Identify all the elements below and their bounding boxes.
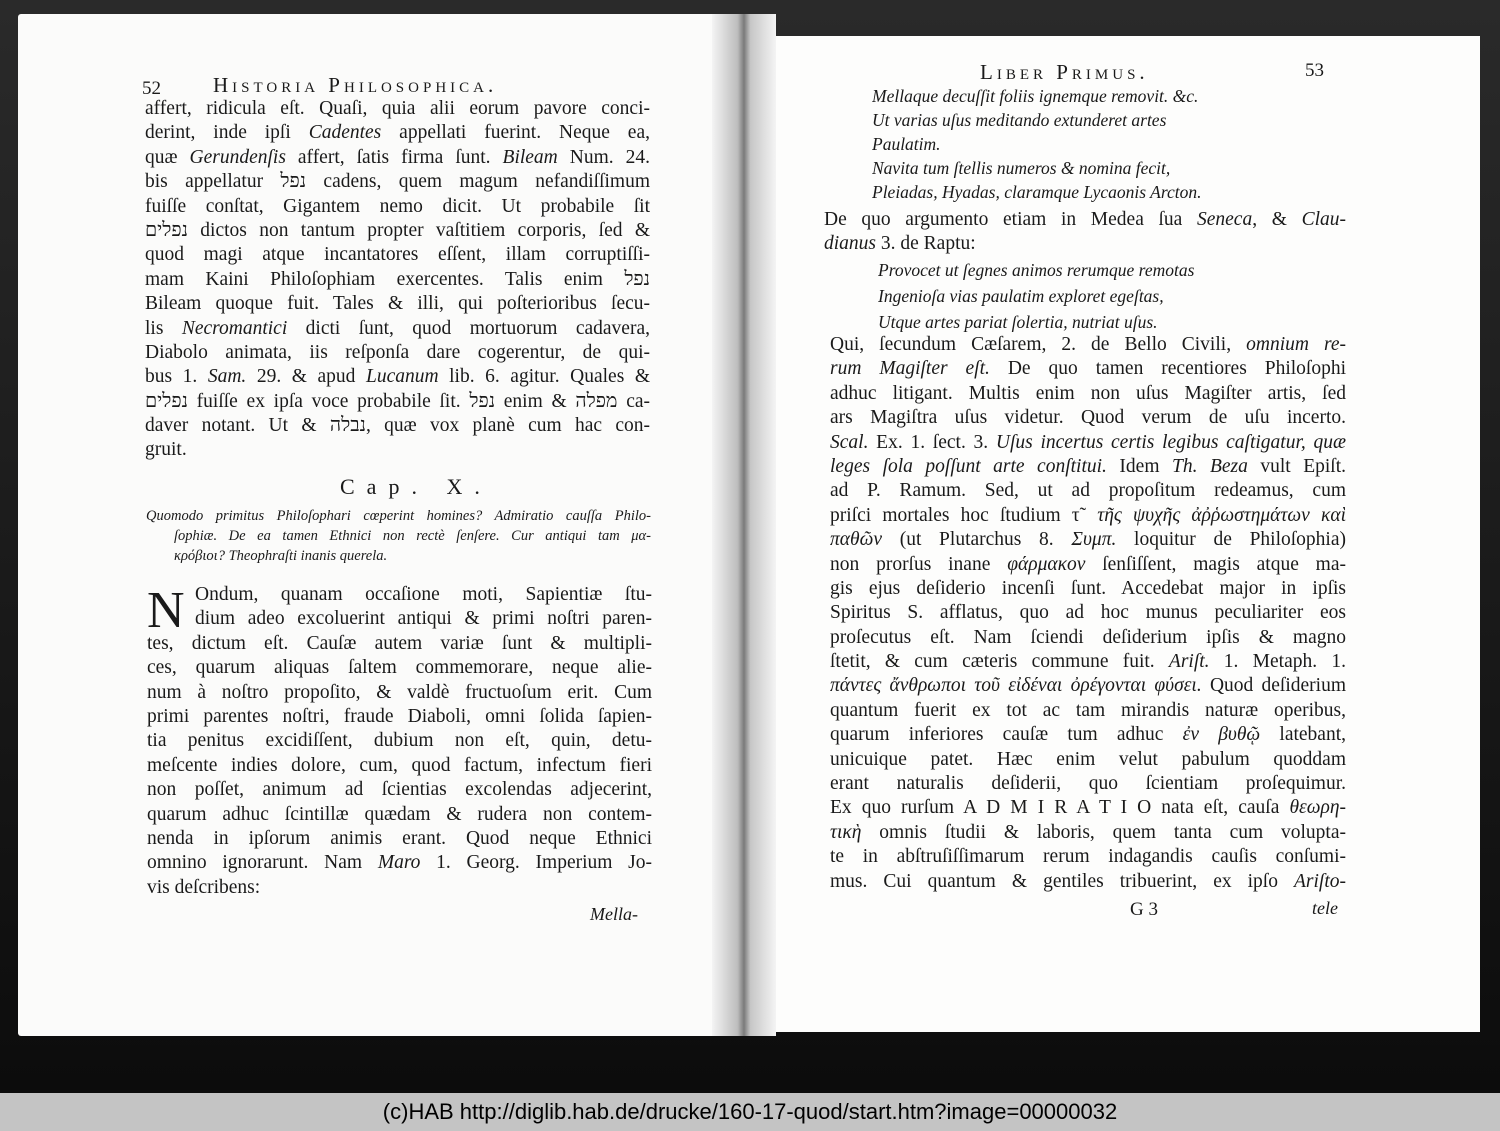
right-page-number: 53 (1305, 60, 1324, 81)
chapter-heading: Cap. X. (340, 474, 492, 499)
text-line: Utque artes pariat ſolertia, nutriat uſus. (878, 312, 1158, 332)
text-line: tia penitus excidiſſent, dubium non eſt, quin, detu- (147, 730, 652, 752)
text-line: De quo argumento etiam in Medea ſua Seneca, & Clau- (824, 209, 1346, 230)
text-line: non prorſus inane φάρμακον ſenſiſſent, magis atque ma- (830, 553, 1346, 575)
left-catchword: Mella- (590, 904, 638, 924)
text-line: Ex quo rurſum A D M I R A T I O nata eſt, cauſa θεωρη- (830, 797, 1346, 819)
text-line: proſecutus eſt. Nam ſciendi deſiderium ipſis & magno (830, 626, 1346, 648)
text-line: gruit. (145, 439, 187, 461)
text-line: ſophiæ. De ea tamen Ethnici non rectè ſenſere. Cur antiqui tam μα- (174, 528, 651, 544)
text-line: ſtetit, & cum cæteris commune fuit. Ariſt. 1. Metaph. 1. (830, 651, 1346, 673)
text-line: nenda in ipſorum animis erant. Quod neque Ethnici (147, 827, 652, 849)
right-catchword: tele (1312, 898, 1338, 918)
text-line: gis ejus deſiderio incenſi ſunt. Accedebat major in ipſis (830, 577, 1346, 599)
text-line: quæ Gerundenſis affert, ſatis firma ſunt. Bileam Num. 24. (145, 146, 650, 168)
text-line: Provocet ut ſegnes animos rerumque remotas (878, 260, 1195, 280)
text-line: rum Magiſter eſt. De quo tamen recentiores Philoſophi (830, 358, 1346, 380)
copyright-footer: (c)HAB http://diglib.hab.de/drucke/160-17-quod/start.htm?image=00000032 (0, 1093, 1500, 1131)
text-line: πάντες ἄνθρωποι τοῦ εἰδέναι ὀρέγονται φύσει. Quod deſiderium (830, 675, 1346, 697)
drop-cap: N (147, 582, 185, 639)
text-line: quarum inferiores cauſæ tum adhuc ἐν βυθῷ latebant, (830, 724, 1346, 746)
right-running-head: Liber Primus. (980, 60, 1149, 84)
text-line: Qui, ſecundum Cæſarem, 2. de Bello Civili, omnium re- (830, 334, 1346, 355)
right-text-body (830, 333, 1346, 894)
text-line: Scal. Ex. 1. ſect. 3. Uſus incertus certis legibus caſtigatur, quæ (830, 431, 1346, 453)
text-line: κρόβιοι? Theophraſti inanis querela. (174, 548, 388, 564)
text-line: meſcente indies dolore, cum, quod factum, infectum fieri (147, 754, 652, 776)
text-line: dianus 3. de Raptu: (824, 233, 976, 255)
text-line: Diabolo animata, iis reſponſa dare cogerentur, de qui- (145, 341, 650, 363)
text-line: mus. Cui quantum & gentiles tribuerint, ex ipſo Ariſto- (830, 870, 1346, 892)
right-text-mid (824, 208, 1346, 257)
text-line: adhuc litigant. Multis enim non uſus Magiſter artis, ſed (830, 382, 1346, 404)
text-line: Ut varias uſus meditando extunderet artes (872, 110, 1167, 130)
text-line: ad P. Ramum. Sed, ut ad propoſitum redeamus, cum (830, 480, 1346, 502)
left-text-body (147, 583, 652, 900)
text-line: daver notant. Ut & נבלה, quæ vox planè cum hac con- (145, 415, 650, 437)
text-line: ars Magiſtra uſus videtur. Quod verum de uſu incerto. (830, 407, 1346, 429)
text-line: Paulatim. (872, 134, 941, 154)
signature-mark: G 3 (1130, 899, 1158, 920)
left-text-top (145, 97, 650, 463)
text-line: Bileam quoque fuit. Tales & illi, qui poſterioribus ſecu- (145, 293, 650, 315)
text-line: bis appellatur נפל cadens, quem magum nefandiſſimum (145, 171, 650, 193)
text-line: ces, quarum aliquas ſaltem commemorare, neque alie- (147, 657, 652, 679)
text-line: leges ſola poſſunt arte conſtitui. Idem Th. Beza vult Epiſt. (830, 455, 1346, 477)
text-line: mam Kaini Philoſophiam exercentes. Talis enim נפל (145, 268, 650, 290)
text-line: omnino ignorarunt. Nam Maro 1. Georg. Imperium Jo- (147, 852, 652, 874)
chapter-summary (146, 506, 651, 566)
text-line: Ingenioſa vias paulatim exploret egeſtas, (878, 286, 1164, 306)
text-line: tes, dictum eſt. Cauſæ autem variæ ſunt & multipli- (147, 632, 652, 654)
left-page-number: 52 (142, 78, 161, 99)
text-line: τικὴ omnis ſtudii & laboris, quem tanta cum volupta- (830, 821, 1346, 843)
text-line: unicuique patet. Hæc enim velut pabulum quoddam (830, 748, 1346, 770)
text-line: quantum fuerit ex tot ac tam mirandis naturæ operibus, (830, 699, 1346, 721)
text-line: Pleiadas, Hyadas, claramque Lycaonis Arcton. (872, 182, 1202, 202)
left-running-head: Historia Philosophica. (213, 73, 498, 97)
verse-quote-1 (872, 84, 1312, 204)
text-line: num à noſtro propoſito, & valdè fructuoſum erit. Cum (147, 681, 652, 703)
text-line: te in abſtruſiſſimarum rerum indagandis cauſis conſumi- (830, 846, 1346, 868)
text-line: παθῶν (ut Plutarchus 8. Συμπ. loquitur de Philoſophia) (830, 529, 1346, 551)
text-line: quarum adhuc ſcintillæ quædam & rudera non contem- (147, 803, 652, 825)
text-line: Quomodo primitus Philoſophari cœperint homines? Admiratio cauſſa Philo- (146, 508, 651, 524)
text-line: priſci mortales hoc ſtudium τ῀ τῆς ψυχῆς ἀῤῥωστημάτων καὶ (830, 504, 1346, 526)
text-line: vis deſcribens: (147, 876, 261, 898)
text-line: non poſſet, animum ad ſcientias excolendas adjecerint, (147, 779, 652, 801)
text-line: lis Necromantici dicti ſunt, quod mortuorum cadavera, (145, 317, 650, 339)
text-line: affert, ridicula eſt. Quaſi, quia alii eorum pavore conci- (145, 98, 650, 119)
book-gutter (712, 14, 776, 1036)
text-line: Ondum, quanam occaſione moti, Sapientiæ ſtu- (195, 584, 652, 605)
text-line: Navita tum ſtellis numeros & nomina fecit, (872, 158, 1171, 178)
text-line: derint, inde ipſi Cadentes appellati fuerint. Neque ea, (145, 122, 650, 144)
text-line: erant naturalis deſiderii, quo ſcientiam proſequimur. (830, 773, 1346, 795)
text-line: fuiſſe conſtat, Gigantem nemo dicit. Ut probabile ſit (145, 195, 650, 217)
text-line: Spiritus S. afflatus, quo ad hoc munus peculiariter eos (830, 602, 1346, 624)
text-line: נפלים dictos non tantum propter vaſtitiem corporis, ſed & (145, 219, 650, 241)
text-line: נפלים fuiſſe ex ipſa voce probabile ſit. נפל enim & מפלה ca- (145, 390, 650, 412)
text-line: primi parentes noſtri, fraude Diaboli, omni ſolida ſapien- (147, 705, 652, 727)
text-line: Mellaque decuſſit foliis ignemque removit. &c. (872, 86, 1199, 106)
text-line: quod magi atque incantatores eſſent, illam corruptiſſi- (145, 244, 650, 266)
text-line: dium adeo excoluerint antiqui & primi noſtri paren- (195, 608, 652, 630)
verse-quote-2 (878, 257, 1318, 335)
text-line: bus 1. Sam. 29. & apud Lucanum lib. 6. agitur. Quales & (145, 366, 650, 388)
